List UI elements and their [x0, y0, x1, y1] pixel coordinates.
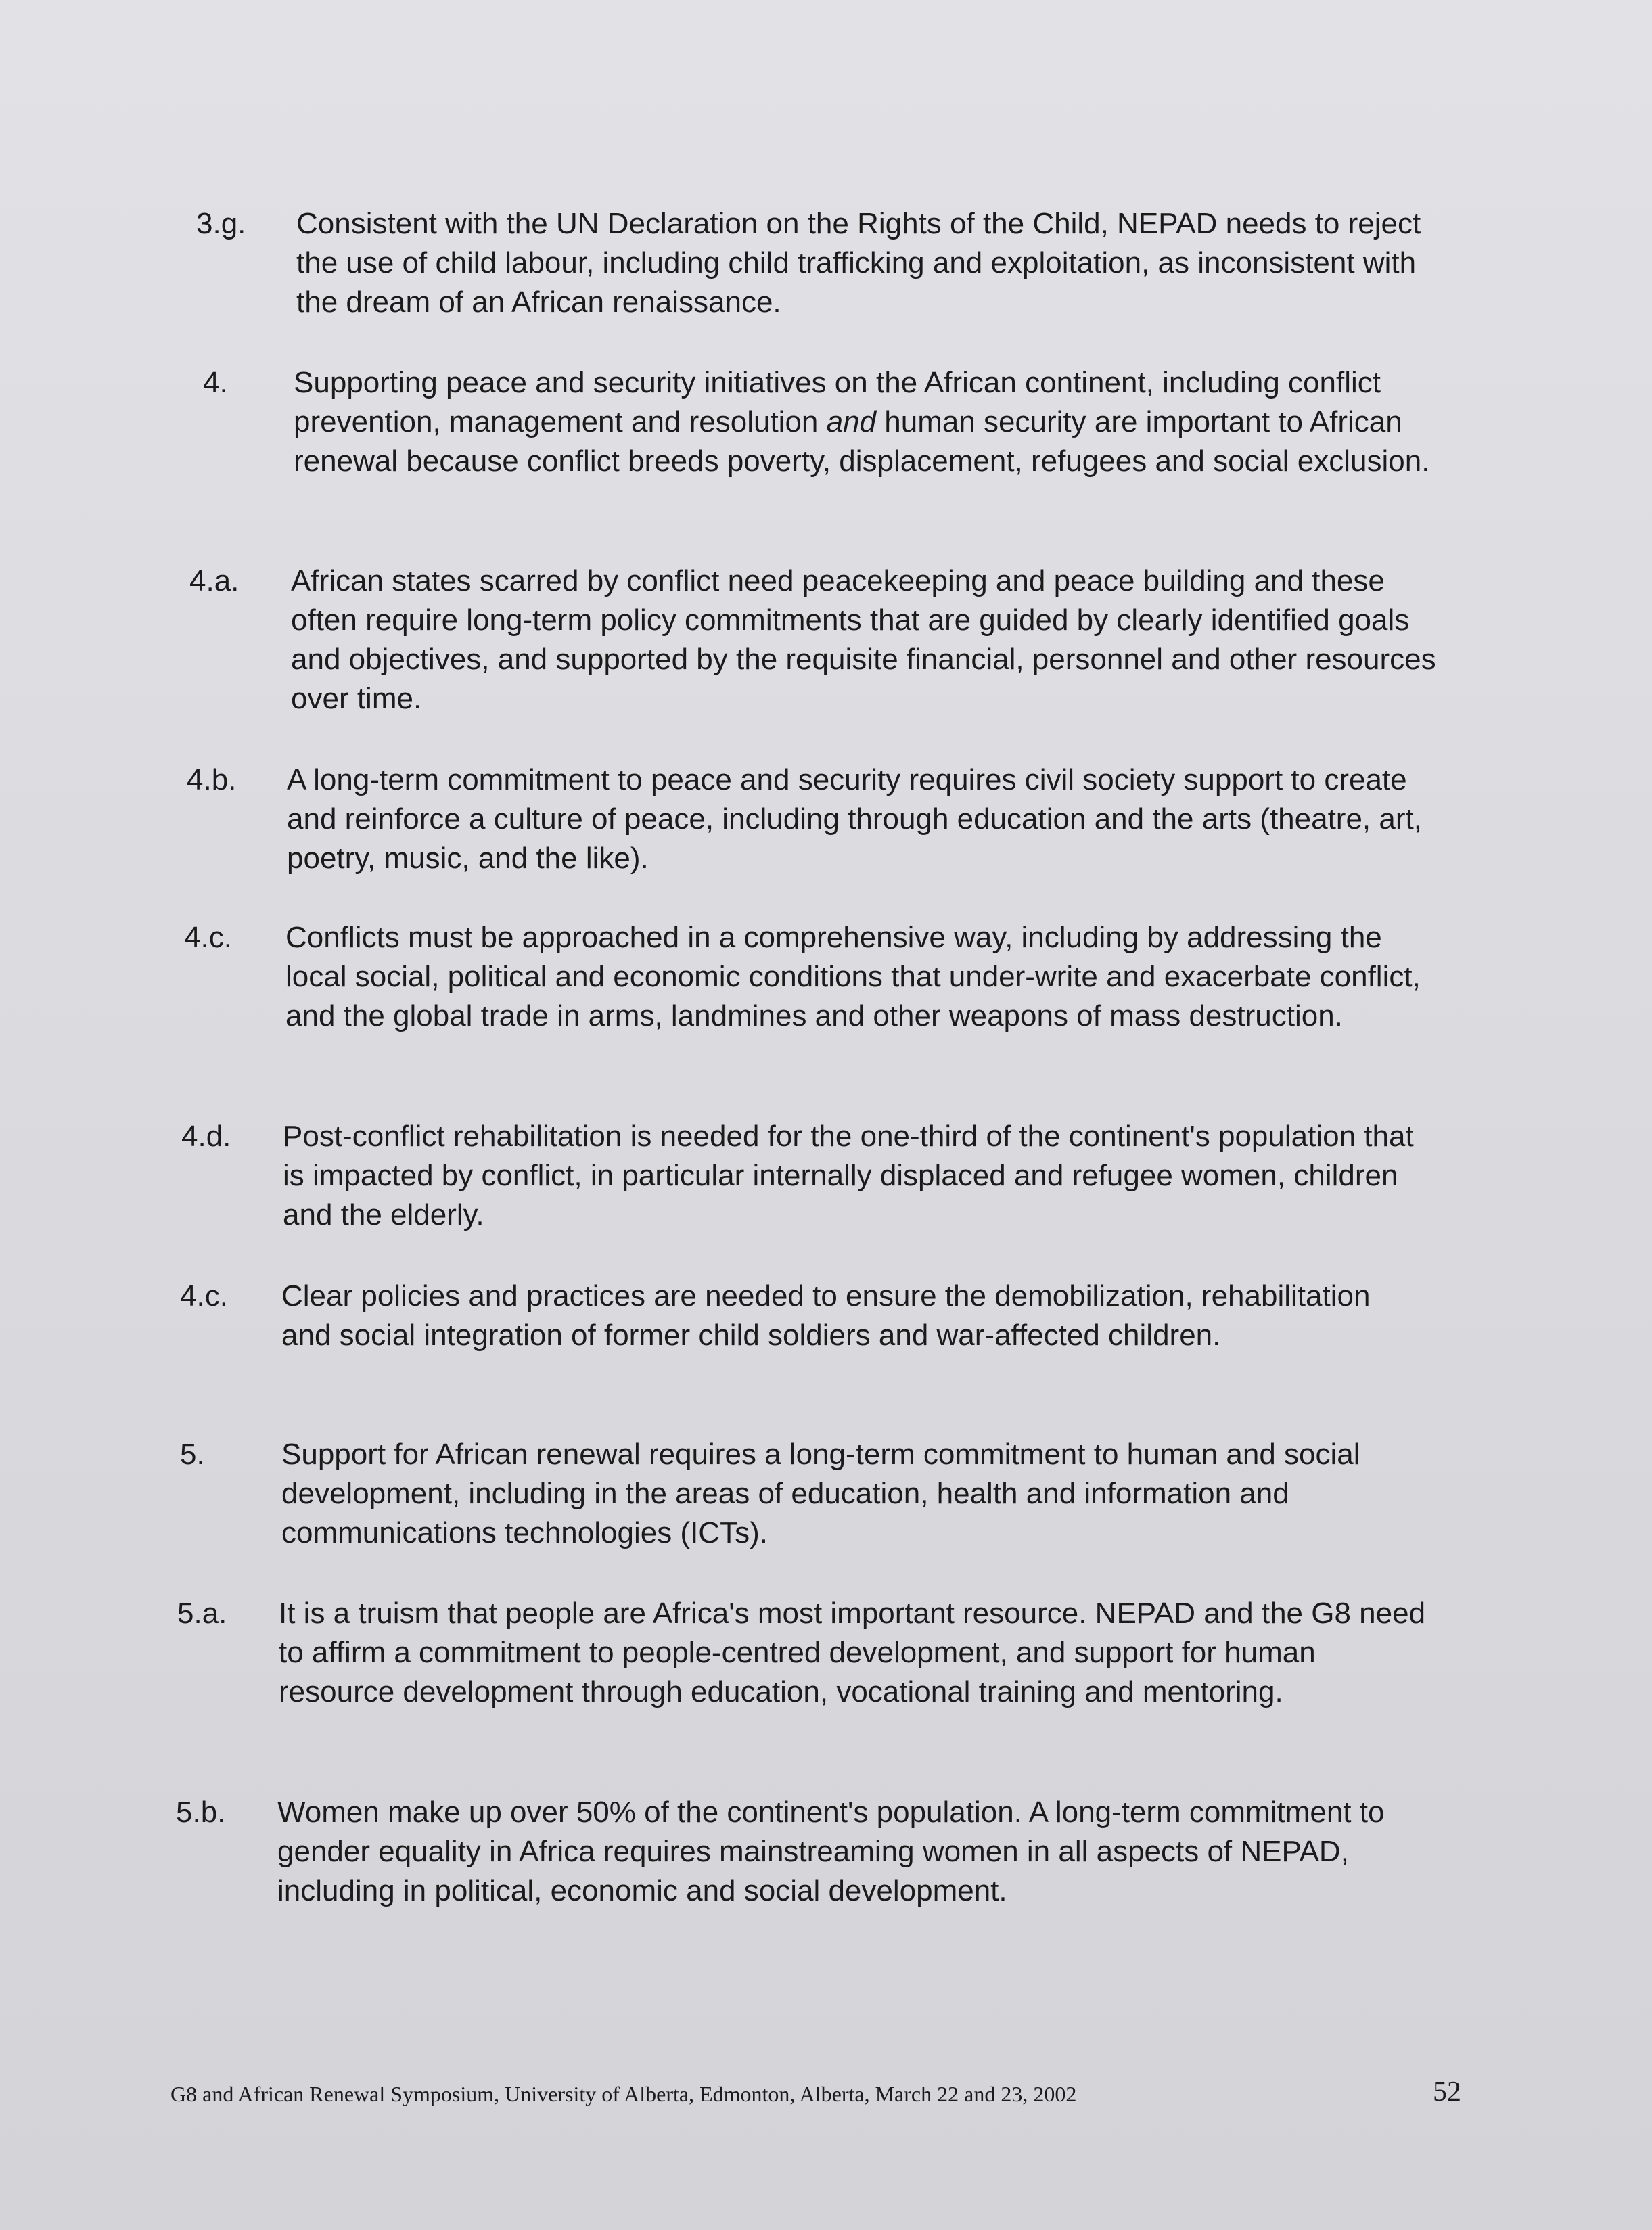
list-item	[177, 1594, 1463, 1756]
item-text: Consistent with the UN Declaration on the Rights of the Child, NEPAD needs to reject the use of child labour, including child trafficking and exploitation, as inconsistent with the dream of an African renaissance.	[296, 207, 1421, 319]
list-item	[176, 1793, 1461, 1915]
item-number: 5.b.	[176, 1796, 226, 1829]
item-number: 3.g.	[196, 207, 246, 240]
item-text-part: Supporting peace and security initiatives on the African continent, including conflict prevention, management and resolution	[294, 366, 1381, 438]
item-number: 5.	[180, 1438, 205, 1471]
item-text	[294, 363, 1444, 481]
item-number: 4.b.	[187, 763, 237, 796]
item-number: 4.c.	[180, 1279, 228, 1313]
list-item	[180, 1277, 1459, 1398]
list-item	[196, 204, 1461, 326]
item-text: African states scarred by conflict need peacekeeping and peace building and these often require long-term policy commitments that are guided by clearly identified goals and objectives, and supported by the requisite financial, personnel and other resources over time.	[291, 564, 1436, 715]
item-number: 4.c.	[184, 921, 232, 954]
item-text-italic: and	[826, 405, 877, 438]
item-text: It is a truism that people are Africa's most important resource. NEPAD and the G8 need to affirm a commitment to people-centred development, and support for human resource development through education, vocational training and mentoring.	[279, 1597, 1426, 1708]
item-text-part: human security are important to African renewal because conflict breeds poverty, displacement, refugees and social exclusion.	[294, 405, 1430, 478]
item-text: A long-term commitment to peace and security requires civil society support to create and reinforce a culture of peace, including through education and the arts (theatre, art, poetry, music, and the like).	[287, 763, 1422, 875]
page-number: 52	[1433, 2076, 1461, 2108]
list-item	[180, 1435, 1465, 1557]
list-item	[181, 1117, 1460, 1239]
list-item	[184, 918, 1463, 1080]
list-item	[187, 760, 1465, 882]
item-number: 5.a.	[177, 1597, 227, 1630]
item-text: Conflicts must be approached in a comprehensive way, including by addressing the local social, political and economic conditions that under-write and exacerbate conflict, and the global trade in arms, landmines and other weapons of mass destruction.	[285, 921, 1421, 1032]
list-item	[189, 562, 1461, 724]
item-text: Support for African renewal requires a long-term commitment to human and social development, including in the areas of education, health and information and communications technologies (ICTs).	[281, 1438, 1360, 1549]
item-number: 4.a.	[189, 564, 239, 597]
item-text: Post-conflict rehabilitation is needed for the one-third of the continent's population that is impacted by conflict, in particular internally displaced and refugee women, children and the elderly.	[283, 1120, 1414, 1231]
item-number: 4.d.	[181, 1120, 231, 1153]
page-footer: G8 and African Renewal Symposium, University of Alberta, Edmonton, Alberta, March 22 and 23, 2002	[170, 2082, 1077, 2106]
list-item	[196, 363, 1461, 526]
item-number: 4.	[203, 366, 228, 399]
item-text: Clear policies and practices are needed to ensure the demobilization, rehabilitation and social integration of former child soldiers and war-affected children.	[281, 1279, 1371, 1352]
item-text: Women make up over 50% of the continent's population. A long-term commitment to gender equality in Africa requires mainstreaming women in all aspects of NEPAD, including in political, economic and social development.	[277, 1796, 1385, 1907]
